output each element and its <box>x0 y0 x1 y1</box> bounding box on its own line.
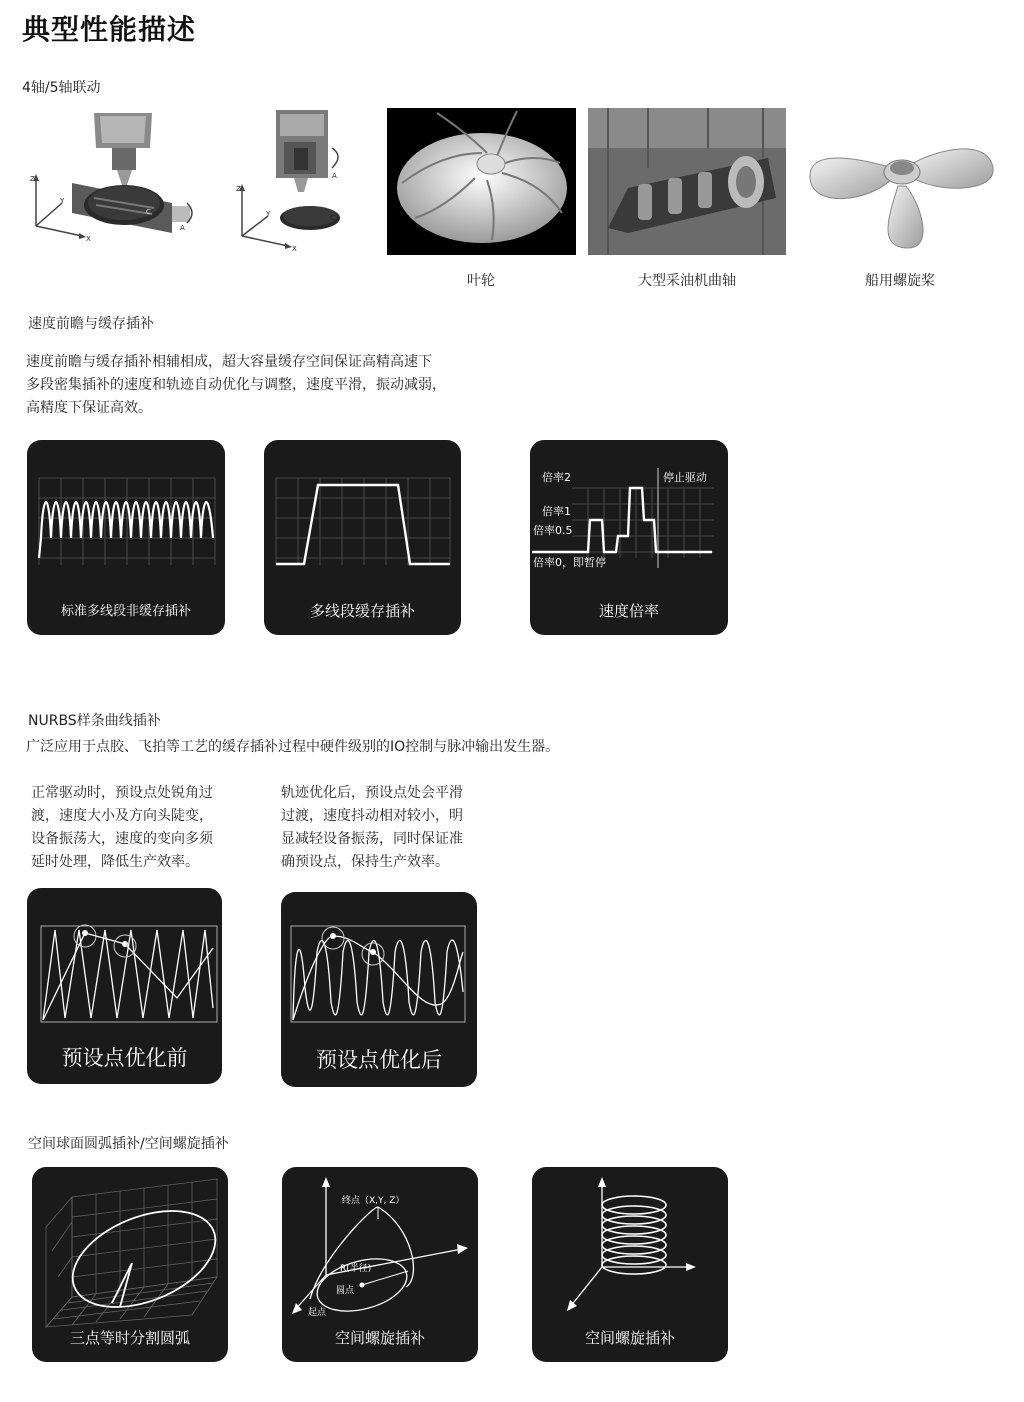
card-buffered <box>264 440 461 635</box>
card-label: 空间螺旋插补 <box>584 1329 675 1347</box>
svg-text:倍率2: 倍率2 <box>542 471 571 484</box>
machine-diagram-5axis <box>22 108 212 258</box>
svg-text:X: X <box>292 245 297 253</box>
svg-text:Z: Z <box>30 175 35 183</box>
card-label: 空间螺旋插补 <box>334 1329 425 1347</box>
svg-text:倍率0，即暂停: 倍率0，即暂停 <box>533 556 606 569</box>
card-label: 三点等时分割圆弧 <box>69 1329 190 1347</box>
svg-text:Y: Y <box>266 210 271 218</box>
section-lookahead-heading: 速度前瞻与缓存插补 <box>28 316 154 332</box>
svg-text:终点（X,Y, Z）: 终点（X,Y, Z） <box>342 1196 405 1206</box>
svg-text:圆点: 圆点 <box>336 1286 355 1296</box>
card-spiral-diagram <box>282 1167 478 1362</box>
svg-text:倍率1: 倍率1 <box>542 505 571 518</box>
card-label: 预设点优化前 <box>61 1046 188 1070</box>
svg-text:起点: 起点 <box>308 1308 327 1318</box>
caption-propeller: 船用螺旋桨 <box>865 273 935 289</box>
card-label: 多线段缓存插补 <box>309 602 415 620</box>
section-axes-heading: 4轴/5轴联动 <box>22 80 101 96</box>
lookahead-paragraph: 速度前瞻与缓存插补相辅相成，超大容量缓存空间保证高精高速下 多段密集插补的速度和轨迹自动优化与调整，速度平滑，振动减弱， 高精度下保证高效。 <box>26 354 446 416</box>
machine-diagram-head <box>228 108 378 258</box>
svg-text:C: C <box>330 214 335 222</box>
impeller-photo <box>387 108 576 255</box>
svg-text:A: A <box>180 224 185 232</box>
card-speed-rate <box>530 440 728 635</box>
svg-text:X: X <box>86 235 91 243</box>
svg-text:Y: Y <box>60 197 65 205</box>
svg-text:R(半径): R(半径) <box>340 1264 372 1274</box>
nurbs-intro: 广泛应用于点胶、飞拍等工艺的缓存插补过程中硬件级别的IO控制与脉冲输出发生器。 <box>26 739 560 755</box>
page-title: 典型性能描述 <box>22 13 197 46</box>
svg-text:停止驱动: 停止驱动 <box>663 471 707 484</box>
svg-text:C: C <box>146 208 151 216</box>
section-arc-heading: 空间球面圆弧插补/空间螺旋插补 <box>28 1136 229 1152</box>
svg-text:A: A <box>332 172 337 180</box>
card-after-optimization <box>281 892 477 1087</box>
nurbs-left-text: 正常驱动时，预设点处锐角过 渡，速度大小及方向头陡变， 设备振荡大，速度的变向多须 延时处理，降低生产效率。 <box>31 785 213 870</box>
caption-impeller: 叶轮 <box>467 273 495 289</box>
crankshaft-photo <box>588 108 786 255</box>
svg-text:Z: Z <box>236 185 241 193</box>
card-non-buffered <box>27 440 225 635</box>
card-label: 预设点优化后 <box>316 1048 442 1072</box>
card-label: 速度倍率 <box>598 602 659 620</box>
card-three-point-arc <box>32 1167 228 1362</box>
card-label: 标准多线段非缓存插补 <box>60 604 191 619</box>
caption-crankshaft: 大型采油机曲轴 <box>638 273 736 289</box>
card-before-optimization <box>27 888 222 1084</box>
propeller-photo <box>798 108 998 255</box>
nurbs-right-text: 轨迹优化后，预设点处会平滑 过渡，速度抖动相对较小，明 显减轻设备振荡，同时保证准 确预设点，保持生产效率。 <box>281 785 463 870</box>
svg-text:倍率0.5: 倍率0.5 <box>533 524 573 537</box>
section-nurbs-heading: NURBS样条曲线插补 <box>28 713 161 729</box>
card-helix <box>532 1167 728 1362</box>
